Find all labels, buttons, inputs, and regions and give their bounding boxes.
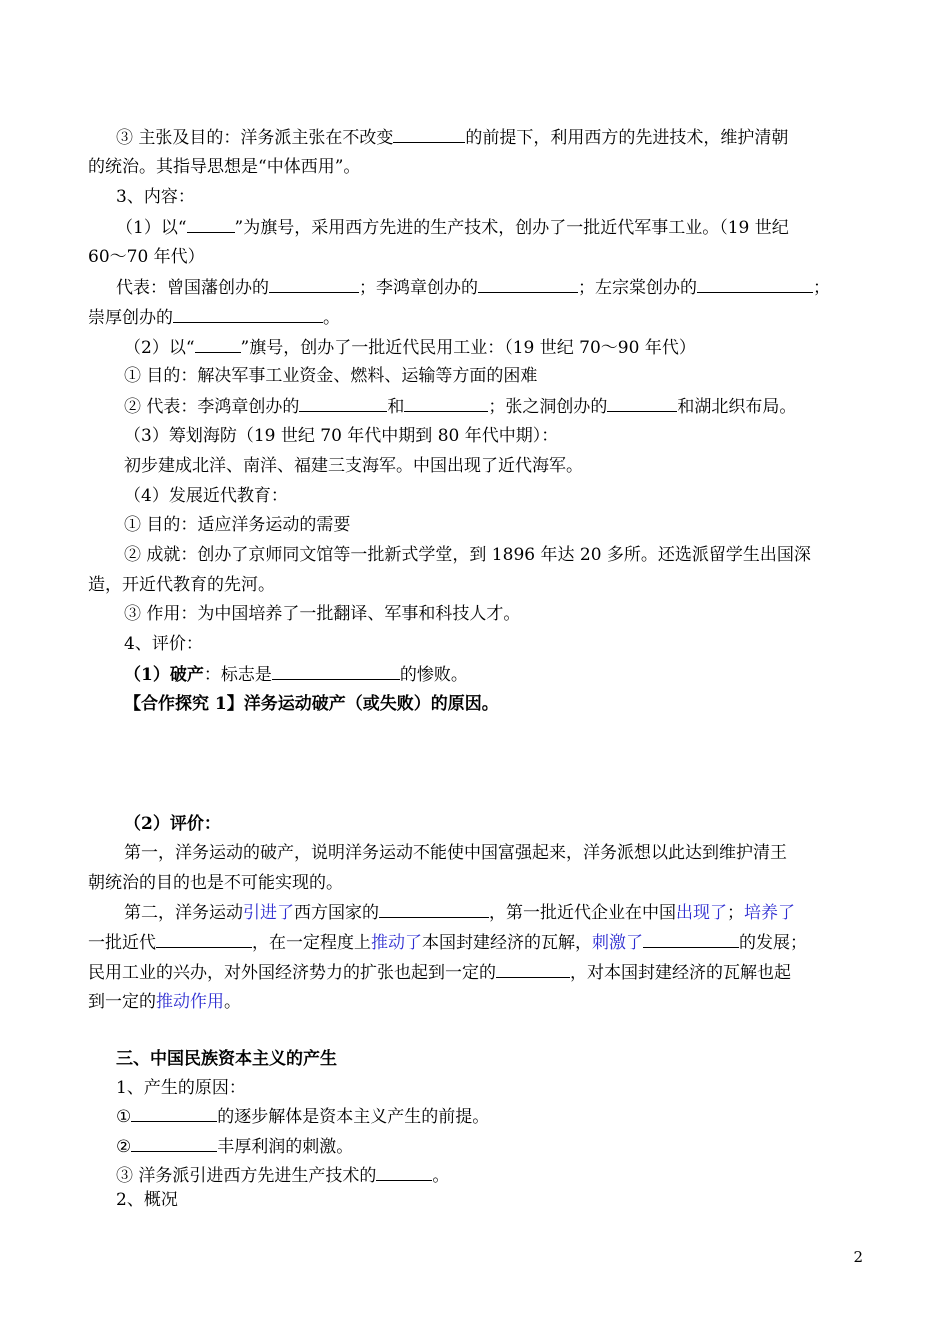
text-line: 一批近代 ，在一定程度上推动了本国封建经济的瓦解，刺激了 的发展； xyxy=(88,930,807,955)
text-line: 第二，洋务运动引进了西方国家的 ，第一批近代企业在中国出现了；培养了 xyxy=(124,900,795,925)
fill-blank[interactable] xyxy=(299,394,387,412)
fill-blank[interactable] xyxy=(643,930,739,948)
fill-blank[interactable] xyxy=(496,960,570,978)
fill-blank[interactable] xyxy=(173,305,323,323)
text-line: ② 代表：李鸿章创办的 和 ；张之洞创办的 和湖北织布局。 xyxy=(124,394,796,419)
heading: 4、评价： xyxy=(124,634,203,654)
fill-blank[interactable] xyxy=(131,1104,217,1122)
section-title: 三、中国民族资本主义的产生 xyxy=(116,1049,337,1069)
heading: 1、产生的原因： xyxy=(116,1078,246,1098)
fill-blank[interactable] xyxy=(379,900,489,918)
page-number: 2 xyxy=(853,1248,863,1266)
text-line: 到一定的推动作用。 xyxy=(88,992,241,1012)
fill-blank[interactable] xyxy=(131,1134,217,1152)
text-line: ① 目的：适应洋务运动的需要 xyxy=(124,515,351,535)
fill-blank[interactable] xyxy=(195,335,241,353)
text-line: ③ 作用：为中国培养了一批翻译、军事和科技人才。 xyxy=(124,604,521,624)
text-line: ③ 主张及目的：洋务派主张在不改变 的前提下，利用西方的先进技术，维护清朝 xyxy=(116,125,788,150)
fill-blank[interactable] xyxy=(478,275,578,293)
text-line: 朝统治的目的也是不可能实现的。 xyxy=(88,873,343,893)
text-line: 造，开近代教育的先河。 xyxy=(88,575,275,595)
text-line: （1）破产：标志是 的惨败。 xyxy=(124,662,468,687)
fill-blank[interactable] xyxy=(187,215,235,233)
text-line: ① 目的：解决军事工业资金、燃料、运输等方面的困难 xyxy=(124,366,538,386)
text-line: （3）筹划海防（19 世纪 70 年代中期到 80 年代中期）： xyxy=(124,426,559,446)
text-line: ② 丰厚利润的刺激。 xyxy=(116,1134,353,1159)
text-line: ③ 洋务派引进西方先进生产技术的 。 xyxy=(116,1163,449,1188)
fill-blank[interactable] xyxy=(393,125,465,143)
heading: 2、概况 xyxy=(116,1190,178,1210)
text-line: 代表：曾国藩创办的 ；李鸿章创办的 ；左宗棠创办的 ； xyxy=(116,275,830,300)
fill-blank[interactable] xyxy=(697,275,813,293)
text-line: 60～70 年代） xyxy=(88,247,205,267)
text-line: 的统治。其指导思想是“中体西用”。 xyxy=(88,157,361,177)
fill-blank[interactable] xyxy=(156,930,252,948)
text-line: 民用工业的兴办，对外国经济势力的扩张也起到一定的 ，对本国封建经济的瓦解也起 xyxy=(88,960,791,985)
heading: （2）评价： xyxy=(124,814,221,834)
fill-blank[interactable] xyxy=(272,662,400,680)
text-line: 初步建成北洋、南洋、福建三支海军。中国出现了近代海军。 xyxy=(124,456,583,476)
fill-blank[interactable] xyxy=(269,275,359,293)
fill-blank[interactable] xyxy=(376,1163,432,1181)
text-line: ① 的逐步解体是资本主义产生的前提。 xyxy=(116,1104,489,1129)
text-line: （1）以“ ”为旗号，采用西方先进的生产技术，创办了一批近代军事工业。（19 世纪 xyxy=(116,215,789,240)
heading: 3、内容： xyxy=(116,187,195,207)
text-line: （2）以“ ”旗号，创办了一批近代民用工业：（19 世纪 70～90 年代） xyxy=(124,335,696,360)
text-line: 崇厚创办的 。 xyxy=(88,305,340,330)
fill-blank[interactable] xyxy=(404,394,488,412)
text-line: 第一，洋务运动的破产，说明洋务运动不能使中国富强起来，洋务派想以此达到维护清王 xyxy=(124,843,787,863)
text-line: ② 成就：创办了京师同文馆等一批新式学堂，到 1896 年达 20 多所。还选派留学生出国深 xyxy=(124,545,811,565)
text-line: （4）发展近代教育： xyxy=(124,486,288,506)
section-title: 【合作探究 1】洋务运动破产（或失败）的原因。 xyxy=(124,694,499,714)
fill-blank[interactable] xyxy=(607,394,677,412)
